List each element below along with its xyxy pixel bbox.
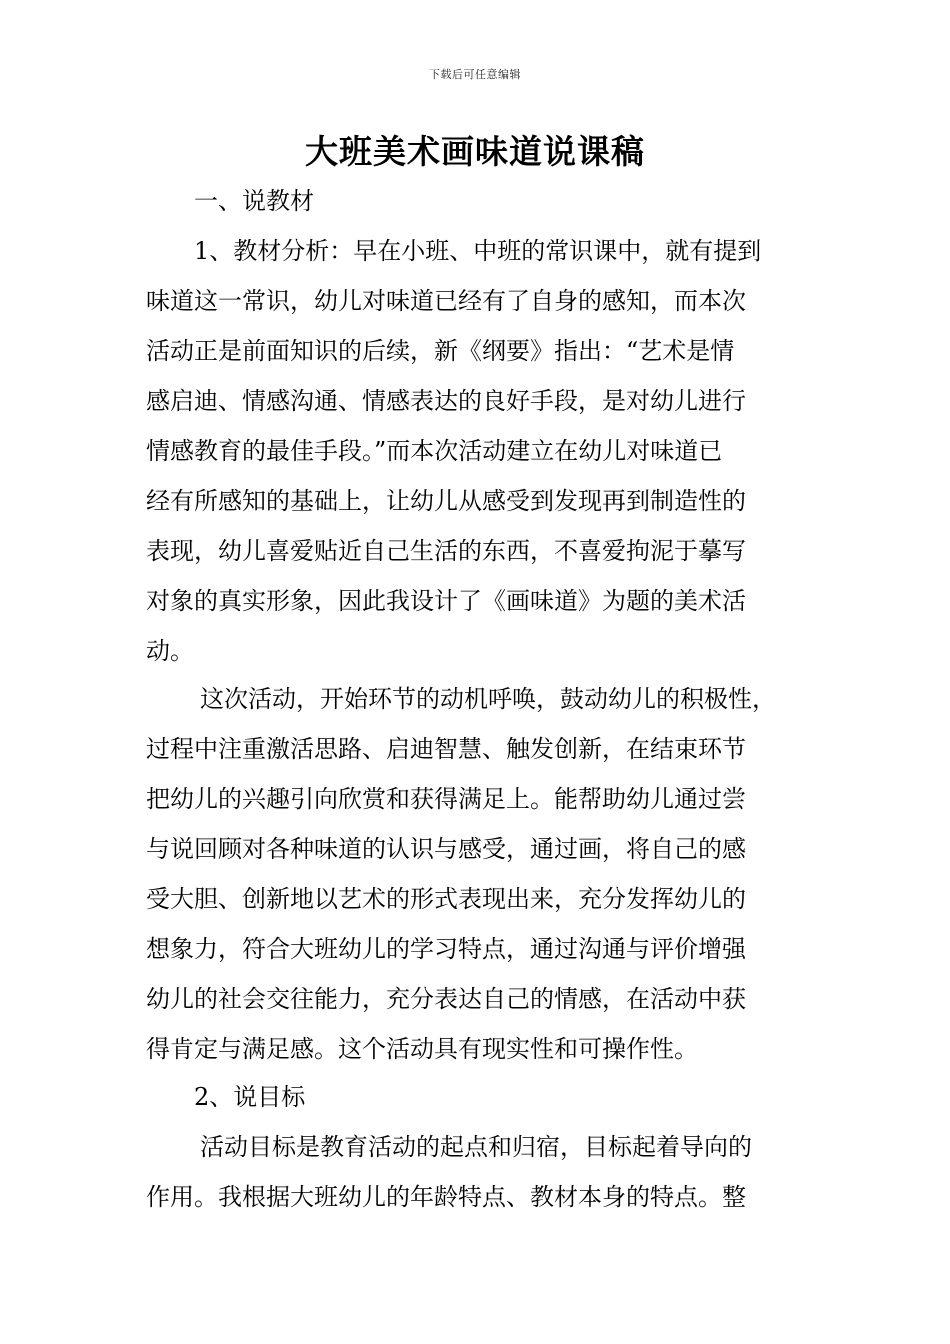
paragraph-line: 幼儿的社会交往能力，充分表达自己的情感，在活动中获 [146, 985, 746, 1013]
paragraph-line: 过程中注重激活思路、启迪智慧、触发创新，在结束环节 [146, 735, 746, 763]
paragraph-line: 感启迪、情感沟通、情感表达的良好手段，是对幼儿进行 [146, 387, 746, 415]
paragraph-line: 把幼儿的兴趣引向欣赏和获得满足上。能帮助幼儿通过尝 [146, 785, 746, 813]
paragraph-line: 活动目标是教育活动的起点和归宿，目标起着导向的 [200, 1133, 752, 1161]
paragraph-line: 对象的真实形象，因此我设计了《画味道》为题的美术活 [146, 587, 746, 615]
paragraph-line: 动。 [146, 637, 194, 665]
paragraph-line: 经有所感知的基础上，让幼儿从感受到发现再到制造性的 [146, 487, 746, 515]
paragraph-line: 受大胆、创新地以艺术的形式表现出来，充分发挥幼儿的 [146, 885, 746, 913]
paragraph-material-analysis [146, 226, 808, 676]
section-2 [146, 1072, 808, 1122]
paragraph-line: 与说回顾对各种味道的认识与感受，通过画，将自己的感 [146, 835, 746, 863]
paragraph-line: 1、教材分析：早在小班、中班的常识课中，就有提到 [194, 237, 762, 265]
section-heading-objectives: 2、说目标 [194, 1083, 306, 1111]
document-title: 大班美术画味道说课稿 [305, 132, 645, 171]
paragraph-line: 得肯定与满足感。这个活动具有现实性和可操作性。 [146, 1035, 698, 1063]
paragraph-activity-description [146, 674, 808, 1074]
section-heading-teaching-material: 一、说教材 [194, 187, 314, 215]
paragraph-line: 想象力，符合大班幼儿的学习特点，通过沟通与评价增强 [146, 935, 746, 963]
paragraph-line: 表现，幼儿喜爱贴近自己生活的东西，不喜爱拘泥于摹写 [146, 537, 746, 565]
paragraph-line: 作用。我根据大班幼儿的年龄特点、教材本身的特点。整 [146, 1183, 746, 1211]
paragraph-line: 活动正是前面知识的后续，新《纲要》指出：“艺术是情 [146, 337, 735, 365]
paragraph-line: 味道这一常识，幼儿对味道已经有了自身的感知，而本次 [146, 287, 746, 315]
section-1 [146, 176, 808, 226]
paragraph-line: 情感教育的最佳手段。”而本次活动建立在幼儿对味道已 [146, 437, 723, 465]
paragraph-objectives [146, 1122, 808, 1222]
header-note: 下载后可任意编辑 [429, 68, 521, 81]
paragraph-line: 这次活动，开始环节的动机呼唤，鼓动幼儿的积极性， [200, 685, 776, 713]
